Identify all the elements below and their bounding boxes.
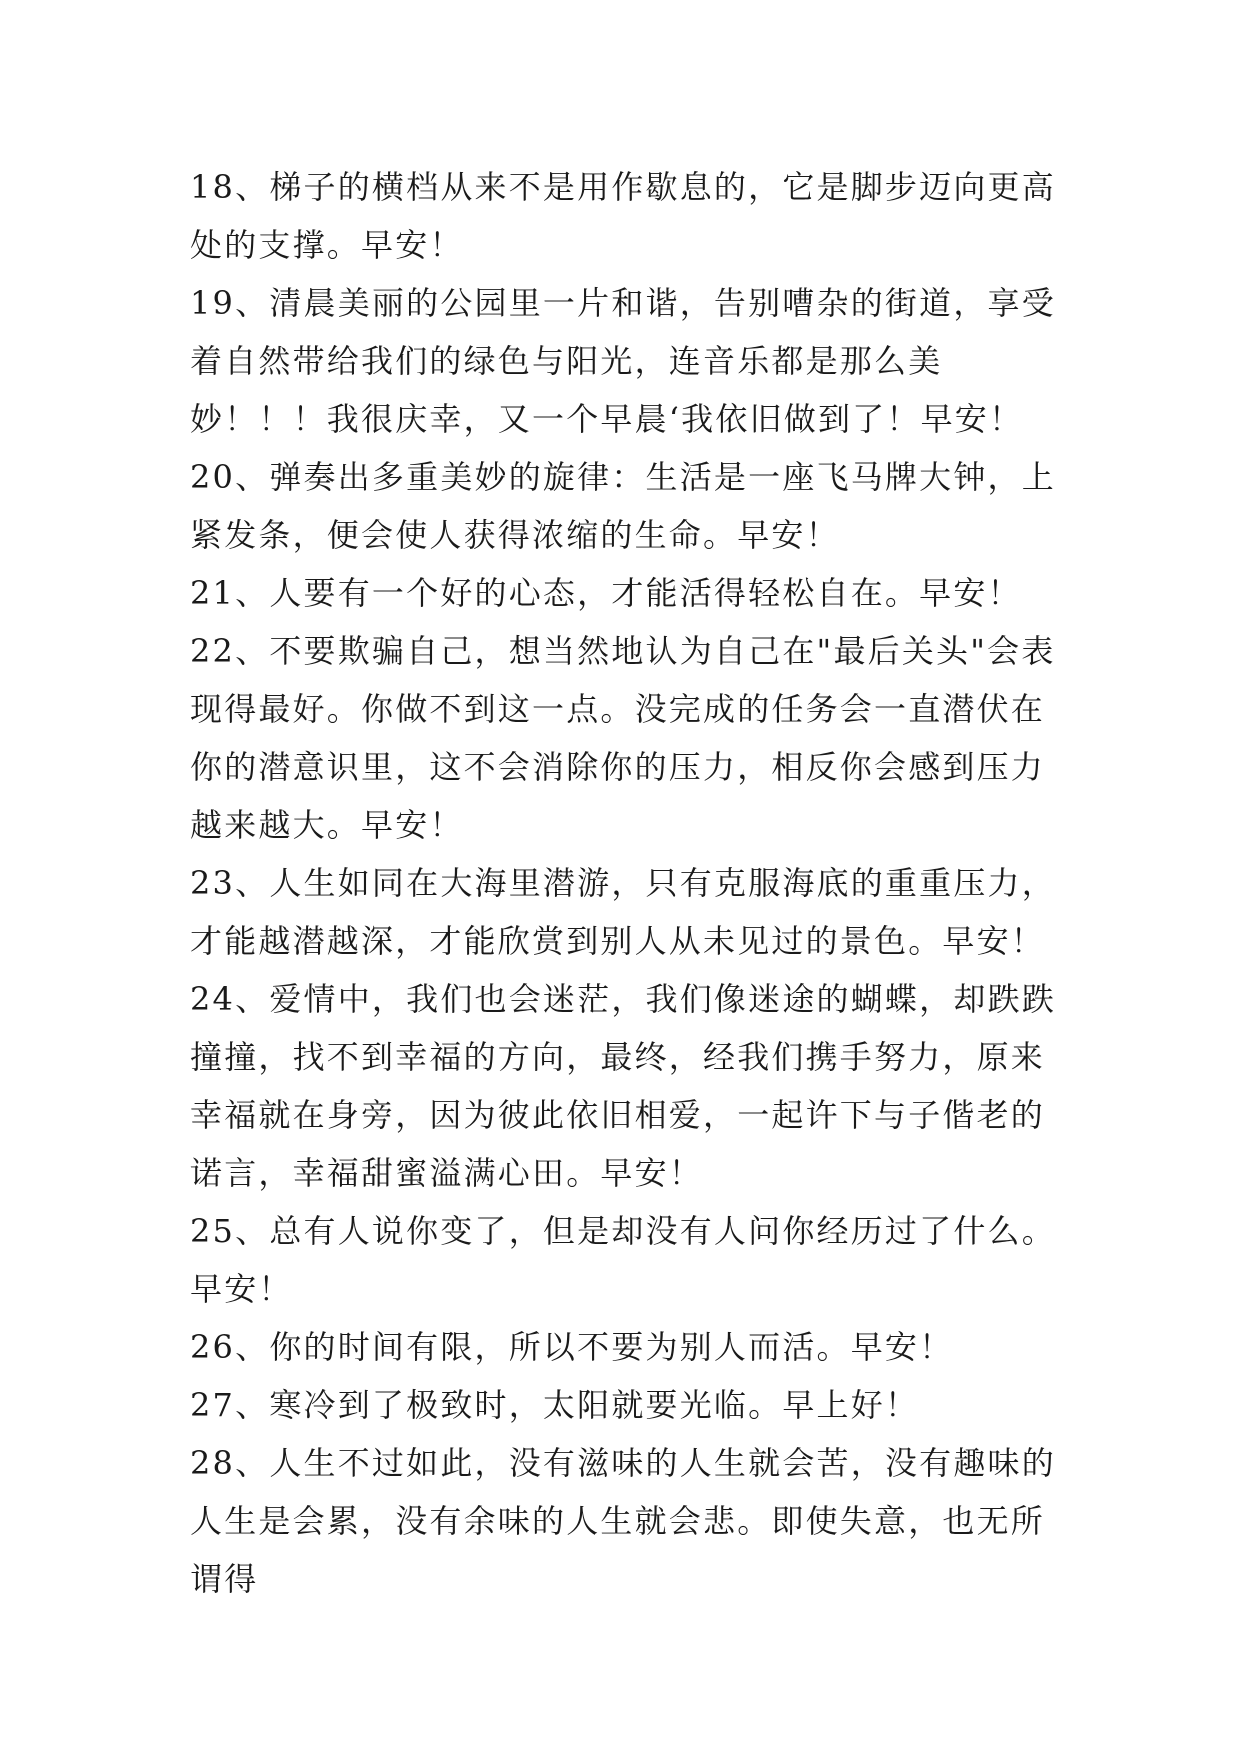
- paragraph-23: 23、人生如同在大海里潜游，只有克服海底的重重压力，才能越潜越深，才能欣赏到别人从未见过的景色。早安！: [190, 864, 1056, 960]
- paragraph-22: 22、不要欺骗自己，想当然地认为自己在"最后关头"会表现得最好。你做不到这一点。没完成的任务会一直潜伏在你的潜意识里，这不会消除你的压力，相反你会感到压力越来越大。早安！: [190, 632, 1056, 844]
- paragraph-26: 26、你的时间有限，所以不要为别人而活。早安！: [190, 1328, 954, 1366]
- paragraph-28: 28、人生不过如此，没有滋味的人生就会苦，没有趣味的人生是会累，没有余味的人生就会悲。即使失意，也无所谓得: [190, 1444, 1056, 1598]
- paragraph-18: 18、梯子的横档从来不是用作歇息的，它是脚步迈向更高处的支撑。早安！: [190, 168, 1056, 264]
- paragraph-25: 25、总有人说你变了，但是却没有人问你经历过了什么。早安！: [190, 1212, 1056, 1308]
- paragraph-20: 20、弹奏出多重美妙的旋律：生活是一座飞马牌大钟，上紧发条，便会使人获得浓缩的生命。早安！: [190, 458, 1056, 554]
- paragraph-21: 21、人要有一个好的心态，才能活得轻松自在。早安！: [190, 574, 1022, 612]
- paragraph-24: 24、爱情中，我们也会迷茫，我们像迷途的蝴蝶，却跌跌撞撞，找不到幸福的方向，最终，经我们携手努力，原来幸福就在身旁，因为彼此依旧相爱，一起许下与子偕老的诺言，幸福甜蜜溢满心田。早安！: [190, 980, 1056, 1192]
- paragraph-19: 19、清晨美丽的公园里一片和谐，告别嘈杂的街道，享受着自然带给我们的绿色与阳光，连音乐都是那么美妙！！！我很庆幸，又一个早晨‘我依旧做到了！早安！: [190, 284, 1056, 438]
- document-body: [190, 158, 1070, 1608]
- paragraph-27: 27、寒冷到了极致时，太阳就要光临。早上好！: [190, 1386, 920, 1424]
